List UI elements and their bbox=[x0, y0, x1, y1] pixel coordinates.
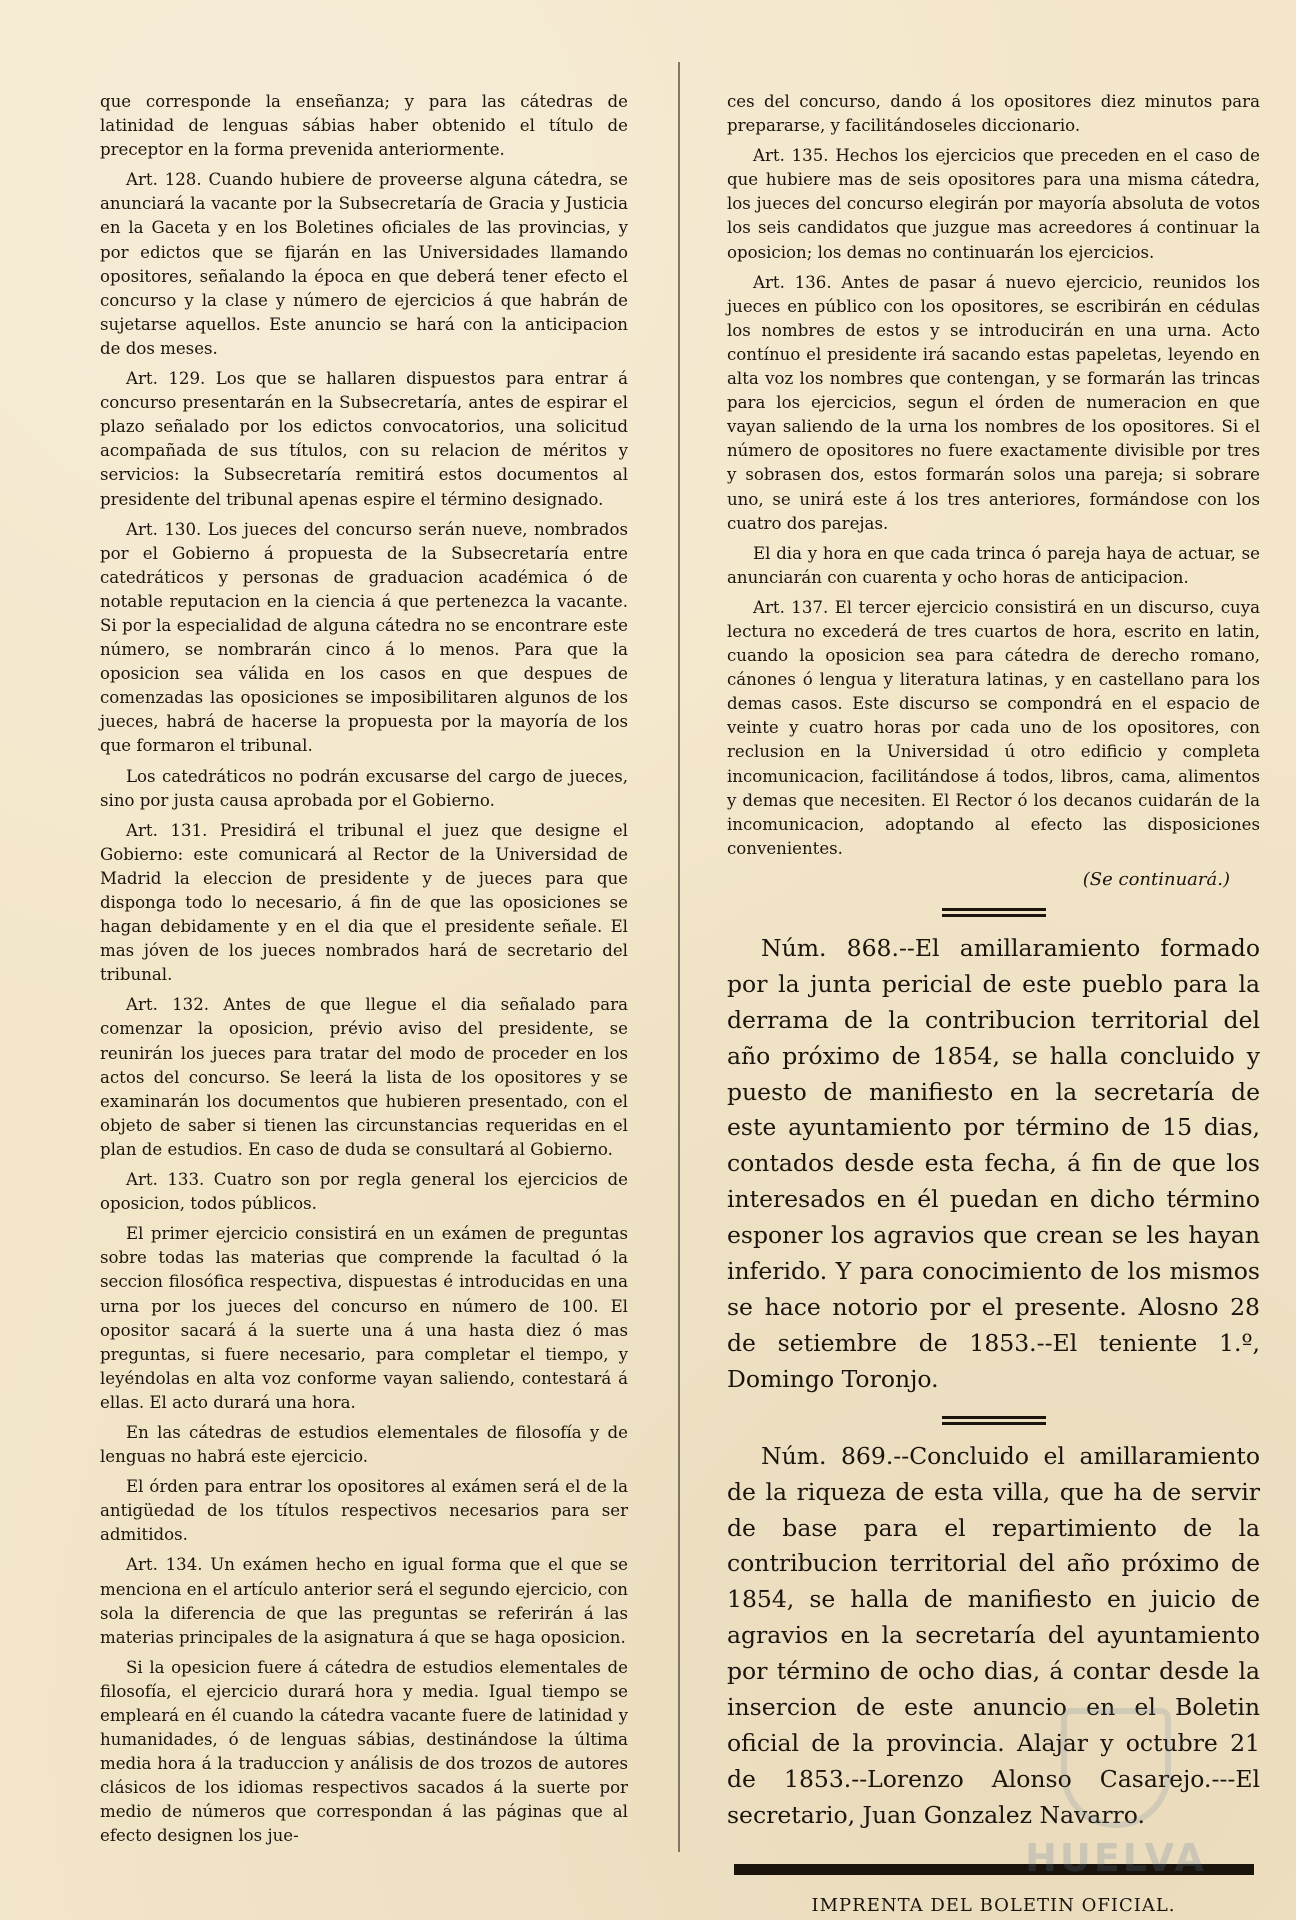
right-paragraph-art-137: Art. 137. El tercer ejercicio consistirá en un discurso, cuya lectura no excederá de tres cuartos de hora, escrito en latin, cuando la oposicion sea para cátedra de derecho romano, cánones ó lengua y literatura latinas, y en castellano para los demas casos. Este discurso se compondrá en el espacio de veinte y cuatro horas por cada uno de los opositores, con reclusion en la Universidad ú otro edificio y completa incomunicacion, facilitándose á todos, libros, cama, alimentos y demas que necesiten. El Rector ó los decanos cuidarán de la incomunicacion, adoptando al efecto las disposiciones convenientes. bbox=[727, 597, 1260, 858]
section-rule bbox=[942, 908, 1046, 917]
right-column bbox=[727, 90, 1260, 1916]
left-paragraph-0: que corresponde la enseñanza; y para las cátedras de latinidad de lenguas sábias haber obtenido el título de preceptor en la forma prevenida anteriormente. bbox=[100, 92, 628, 160]
footer-rule bbox=[734, 1864, 1254, 1875]
left-paragraph-art-131: Art. 131. Presidirá el tribunal el juez que designe el Gobierno: este comunicará al Rector de la Universidad de Madrid la eleccion de presidente y de jueces para que disponga todo lo necesario, á fin de que las oposiciones se hagan debidamente y en el dia que el presidente señale. El mas jóven de los jueces nombrados hará de secretario del tribunal. bbox=[100, 820, 628, 985]
continuation-note: (Se continuará.) bbox=[1082, 868, 1230, 890]
imprint-line: IMPRENTA DEL BOLETIN OFICIAL. bbox=[811, 1894, 1176, 1916]
left-paragraph-art-133: Art. 133. Cuatro son por regla general los ejercicios de oposicion, todos públicos. bbox=[100, 1170, 628, 1214]
right-paragraph-art-135: Art. 135. Hechos los ejercicios que preceden en el caso de que hubiere mas de seis opositores para una misma cátedra, los jueces del concurso elegirán por mayoría absoluta de votos los seis candidatos que juzgue mas acreedores á continuar la oposicion; los demas no continuarán los ejercicios. bbox=[727, 146, 1260, 262]
left-paragraph-art-130: Art. 130. Los jueces del concurso serán nueve, nombrados por el Gobierno á propuesta de la Subsecretaría entre catedráticos y personas de graduacion académica ó de notable reputacion en la ciencia á que pertenezca la vacante. Si por la especialidad de alguna cátedra no se encontrare este número, se nombrarán cinco á lo menos. Para que la oposicion sea válida en los casos en que despues de comenzadas las oposiciones se imposibilitaren algunos de los jueces, habrá de hacerse la propuesta por la mayoría de los que formaron el tribunal. bbox=[100, 519, 628, 756]
right-paragraph-art-136: Art. 136. Antes de pasar á nuevo ejercicio, reunidos los jueces en público con los opositores, se escribirán en cédulas los nombres de estos y se introducirán en una urna. Acto contínuo el presidente irá sacando estas papeletas, leyendo en alta voz los nombres que contengan, y se formarán las trincas para los ejercicios, segun el órden de numeracion en que vayan saliendo de la urna los nombres de los opositores. Si el número de opositores no fuere exactamente divisible por tres y sobrasen dos, estos formarán solos una pareja; si sobrare uno, se unirá este á los tres anteriores, formándose con los cuatro dos parejas. bbox=[727, 272, 1260, 533]
right-articles bbox=[727, 90, 1260, 861]
right-paragraph-schedule: El dia y hora en que cada trinca ó pareja haya de actuar, se anunciarán con cuarenta y ocho horas de anticipacion. bbox=[727, 543, 1260, 587]
left-paragraph-philosophy: Si la opesicion fuere á cátedra de estudios elementales de filosofía, el ejercicio durará hora y media. Igual tiempo se empleará en él cuando la cátedra vacante fuere de latinidad y humanidades, ó de lenguas sábias, destinándose la última media hora á la traduccion y análisis de dos trozos de autores clásicos de los idiomas respectivos sacados á la suerte por medio de números que correspondan á las páginas que al efecto designen los jue- bbox=[100, 1657, 628, 1846]
notice-869 bbox=[727, 1439, 1260, 1834]
column-divider bbox=[678, 62, 680, 1852]
left-paragraph-judges: Los catedráticos no podrán excusarse del cargo de jueces, sino por justa causa aprobada por el Gobierno. bbox=[100, 766, 628, 810]
left-paragraph-elementary: En las cátedras de estudios elementales de filosofía y de lenguas no habrá este ejercicio. bbox=[100, 1422, 628, 1467]
notice-869-text: Núm. 869.--Concluido el amillaramiento de la riqueza de esta villa, que ha de servir de base para el repartimiento de la contribucion territorial del año próximo de 1854, se halla de manifiesto en juicio de agravios en la secretaría del ayuntamiento por término de ocho dias, á contar desde la insercion de este anuncio en el Boletin oficial de la provincia. Alajar y octubre 21 de 1853.--Lorenzo Alonso Casarejo.---El secretario, Juan Gonzalez Navarro. bbox=[727, 1441, 1260, 1829]
notice-868 bbox=[727, 931, 1260, 1398]
section-rule-2 bbox=[942, 1416, 1046, 1425]
left-paragraph-art-134: Art. 134. Un exámen hecho en igual forma que el que se menciona en el artículo anterior será el segundo ejercicio, con sola la diferencia de que las preguntas se referirán á las materias principales de la asignatura á que se haga oposicion. bbox=[100, 1555, 628, 1647]
notice-868-text: Núm. 868.--El amillaramiento formado por la junta pericial de este pueblo para la derrama de la contribucion territorial del año próximo de 1854, se halla concluido y puesto de manifiesto en la secretaría de este ayuntamiento por término de 15 dias, contados desde esta fecha, á fin de que los interesados en él puedan en dicho término esponer los agravios que crean se les hayan inferido. Y para conocimiento de los mismos se hace notorio por el presente. Alosno 28 de setiembre de 1853.--El teniente 1.º, Domingo Toronjo. bbox=[727, 933, 1260, 1393]
left-paragraph-art-128: Art. 128. Cuando hubiere de proveerse alguna cátedra, se anunciará la vacante por la Subsecretaría de Gracia y Justicia en la Gaceta y en los Boletines oficiales de las provincias, y por edictos que se fijarán en las Universidades llamando opositores, señalando la época en que deberá tener efecto el concurso y la clase y número de ejercicios á que habrán de sujetarse aquellos. Este anuncio se hará con la anticipacion de dos meses. bbox=[100, 170, 628, 358]
watermark-text: HUELVA bbox=[1025, 1836, 1207, 1880]
right-paragraph-0: ces del concurso, dando á los opositores diez minutos para prepararse, y facilitándoseles diccionario. bbox=[727, 92, 1260, 136]
left-column bbox=[100, 90, 628, 1855]
left-paragraph-first-exercise: El primer ejercicio consistirá en un exámen de preguntas sobre todas las materias que comprende la facultad ó la seccion filosófica respectiva, dispuestas é introducidas en una urna por los jueces del concurso en número de 100. El opositor sacará á la suerte una á una hasta diez ó mas preguntas, si fuere necesario, para completar el tiempo, y leyéndolas en alta voz conforme vayan saliendo, contestará á ellas. El acto durará una hora. bbox=[100, 1224, 628, 1412]
left-paragraph-art-129: Art. 129. Los que se hallaren dispuestos para entrar á concurso presentarán en la Subsecretaría, antes de espirar el plazo señalado por los edictos convocatorios, una solicitud acompañada de sus títulos, con su relacion de méritos y servicios: la Subsecretaría remitirá estos documentos al presidente del tribunal apenas espire el término designado. bbox=[100, 369, 628, 509]
left-paragraph-art-132: Art. 132. Antes de que llegue el dia señalado para comenzar la oposicion, prévio aviso del presidente, se reunirán los jueces para tratar del modo de proceder en los actos del concurso. Se leerá la lista de los opositores y se examinarán los documentos que hubieren presentado, con el objeto de saber si tienen las circunstancias requeridas en el plan de estudios. En caso de duda se consultará al Gobierno. bbox=[100, 995, 628, 1159]
left-paragraph-order: El órden para entrar los opositores al exámen será el de la antigüedad de los títulos respectivos necesarios para ser admitidos. bbox=[100, 1477, 628, 1545]
